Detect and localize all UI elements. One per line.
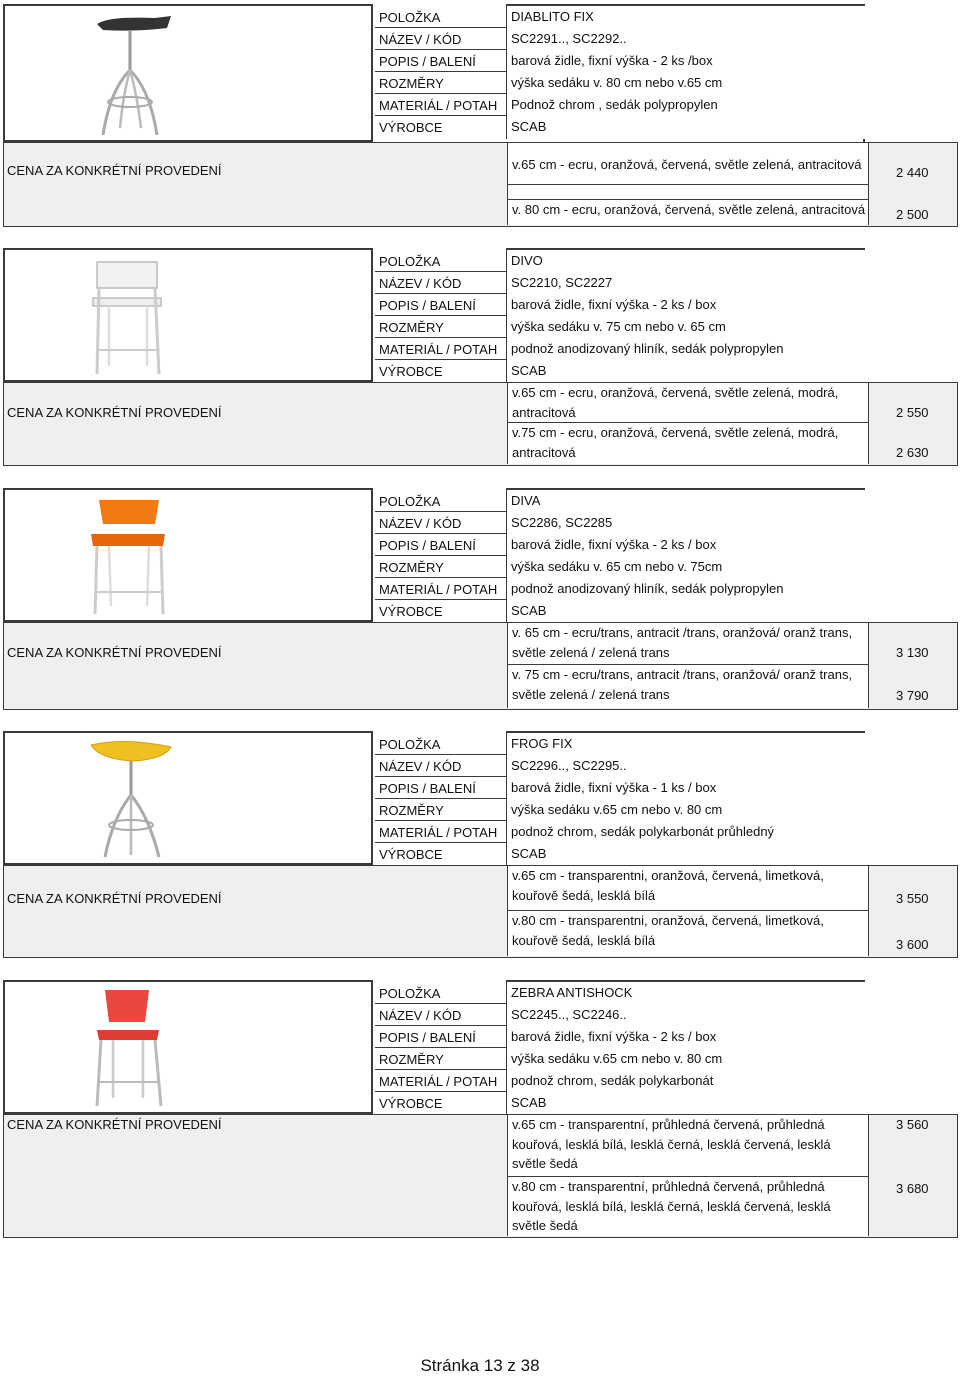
price-title: CENA ZA KONKRÉTNÍ PROVEDENÍ bbox=[7, 163, 222, 178]
spec-row-item: POLOŽKA DIVO bbox=[375, 250, 865, 272]
spec-row-item: POLOŽKA ZEBRA ANTISHOCK bbox=[375, 982, 865, 1004]
variant-price: 2 500 bbox=[896, 207, 929, 222]
variant-line: v.65 cm - transparentni, oranžová, červená, limetková, kouřově šedá, lesklá bílá bbox=[508, 866, 868, 911]
variant-line: v.65 cm - ecru, oranžová, červená, světle zelená, antracitová bbox=[508, 155, 868, 185]
product-image-frame bbox=[3, 731, 373, 865]
spec-row-dims: ROZMĚRY výška sedáku v.65 cm nebo v. 80 cm bbox=[375, 1048, 865, 1070]
spec-row-code: NÁZEV / KÓD SC2245.., SC2246.. bbox=[375, 1004, 865, 1026]
price-title: CENA ZA KONKRÉTNÍ PROVEDENÍ bbox=[7, 1117, 222, 1132]
spec-row-dims: ROZMĚRY výška sedáku v. 65 cm nebo v. 75cm bbox=[375, 556, 865, 578]
bar-stool-diablito-black-icon bbox=[75, 10, 185, 140]
spec-table bbox=[375, 248, 865, 382]
material-value: Podnož chrom , sedák polypropylen bbox=[506, 94, 865, 116]
variant-line: v.65 cm - ecru, oranžová, červená, světle zelená, modrá, antracitová bbox=[508, 383, 868, 423]
variant-price: 3 130 bbox=[896, 645, 929, 660]
price-band bbox=[3, 1114, 958, 1238]
code-value: SC2291.., SC2292.. bbox=[506, 28, 865, 50]
item-value: DIABLITO FIX bbox=[506, 6, 865, 28]
spec-table bbox=[375, 488, 865, 622]
variant-line: v. 80 cm - ecru, oranžová, červená, světle zelená, antracitová bbox=[508, 199, 868, 225]
spec-table bbox=[375, 4, 865, 142]
spec-row-dims: ROZMĚRY výška sedáku v.65 cm nebo v. 80 cm bbox=[375, 799, 865, 821]
spec-row-maker: VÝROBCE SCAB bbox=[375, 843, 865, 865]
spec-row-item: POLOŽKA FROG FIX bbox=[375, 733, 865, 755]
spec-row-desc: POPIS / BALENÍ barová židle, fixní výška - 2 ks / box bbox=[375, 294, 865, 316]
spec-row-material: MATERIÁL / POTAH podnož anodizovaný hliník, sedák polypropylen bbox=[375, 578, 865, 600]
variant-price: 3 560 bbox=[896, 1117, 929, 1132]
spec-row-material: MATERIÁL / POTAH Podnož chrom , sedák polypropylen bbox=[375, 94, 865, 116]
price-band bbox=[3, 142, 958, 227]
spec-row-material: MATERIÁL / POTAH podnož anodizovaný hliník, sedák polypropylen bbox=[375, 338, 865, 360]
variant-price: 3 680 bbox=[896, 1181, 929, 1196]
spec-row-item: POLOŽKA DIVA bbox=[375, 490, 865, 512]
variant-list bbox=[507, 1115, 869, 1236]
variant-price: 3 600 bbox=[896, 937, 929, 952]
price-title: CENA ZA KONKRÉTNÍ PROVEDENÍ bbox=[7, 405, 222, 420]
spec-row-dims: ROZMĚRY výška sedáku v. 75 cm nebo v. 65 cm bbox=[375, 316, 865, 338]
variant-line: v.65 cm - transparentní, průhledná červená, průhledná kouřová, lesklá bílá, lesklá černá, lesklá červená, lesklá světle šedá bbox=[508, 1115, 868, 1177]
maker-value: SCAB bbox=[506, 116, 865, 139]
price-band bbox=[3, 865, 958, 958]
variant-line: v.80 cm - transparentní, průhledná červená, průhledná kouřová, lesklá bílá, lesklá černá, lesklá červená, lesklá světle šedá bbox=[508, 1177, 868, 1236]
price-title: CENA ZA KONKRÉTNÍ PROVEDENÍ bbox=[7, 645, 222, 660]
spec-row-maker: VÝROBCE SCAB bbox=[375, 360, 865, 382]
spec-row-desc: POPIS / BALENÍ barová židle, fixní výška - 2 ks / box bbox=[375, 1026, 865, 1048]
bar-stool-frog-yellow-icon bbox=[75, 737, 185, 862]
spec-row-dims: ROZMĚRY výška sedáku v. 80 cm nebo v.65 cm bbox=[375, 72, 865, 94]
product-image-frame bbox=[3, 248, 373, 382]
spec-row-maker: VÝROBCE SCAB bbox=[375, 600, 865, 622]
spec-row-desc: POPIS / BALENÍ barová židle, fixní výška - 1 ks / box bbox=[375, 777, 865, 799]
variant-price: 3 550 bbox=[896, 891, 929, 906]
bar-stool-divo-white-icon bbox=[75, 254, 185, 379]
variant-list bbox=[507, 866, 869, 956]
variant-price: 2 550 bbox=[896, 405, 929, 420]
spec-row-code: NÁZEV / KÓD SC2296.., SC2295.. bbox=[375, 755, 865, 777]
variant-price: 2 630 bbox=[896, 445, 929, 460]
variant-price: 2 440 bbox=[896, 165, 929, 180]
variant-line: v.75 cm - ecru, oranžová, červená, světle zelená, modrá, antracitová bbox=[508, 423, 868, 464]
page-number: Stránka 13 z 38 bbox=[420, 1356, 540, 1375]
variant-price: 3 790 bbox=[896, 688, 929, 703]
spec-row-desc: POPIS / BALENÍ barová židle, fixní výška - 2 ks / box bbox=[375, 534, 865, 556]
desc-value: barová židle, fixní výška - 2 ks /box bbox=[506, 50, 865, 72]
variant-line: v.80 cm - transparentni, oranžová, červená, limetková, kouřově šedá, lesklá bílá bbox=[508, 911, 868, 956]
variant-line: v. 65 cm - ecru/trans, antracit /trans, oranžová/ oranž trans, světle zelená / zelená trans bbox=[508, 623, 868, 665]
spec-row-maker: VÝROBCE SCAB bbox=[375, 1092, 865, 1114]
product-image-frame bbox=[3, 488, 373, 622]
spec-table bbox=[375, 731, 865, 865]
bar-stool-zebra-red-icon bbox=[75, 986, 185, 1111]
spec-row-code: NÁZEV / KÓD SC2286, SC2285 bbox=[375, 512, 865, 534]
spec-row-desc: POPIS / BALENÍ barová židle, fixní výška - 2 ks /box bbox=[375, 50, 865, 72]
spec-row-code: NÁZEV / KÓD SC2291.., SC2292.. bbox=[375, 28, 865, 50]
bar-stool-diva-orange-icon bbox=[75, 494, 185, 619]
spec-table bbox=[375, 980, 865, 1114]
dims-value: výška sedáku v. 80 cm nebo v.65 cm bbox=[506, 72, 865, 94]
spec-row-code: NÁZEV / KÓD SC2210, SC2227 bbox=[375, 272, 865, 294]
product-image-frame bbox=[3, 4, 373, 142]
spec-row-item: POLOŽKA DIABLITO FIX bbox=[375, 6, 865, 28]
spec-row-material: MATERIÁL / POTAH podnož chrom, sedák polykarbonát průhledný bbox=[375, 821, 865, 843]
price-band bbox=[3, 382, 958, 466]
variant-line: v. 75 cm - ecru/trans, antracit /trans, oranžová/ oranž trans, světle zelená / zelená trans bbox=[508, 665, 868, 708]
price-band bbox=[3, 622, 958, 710]
variant-list bbox=[507, 383, 869, 464]
variant-list bbox=[507, 623, 869, 708]
spec-row-maker: VÝROBCE SCAB bbox=[375, 116, 865, 138]
product-image-frame bbox=[3, 980, 373, 1114]
spec-row-material: MATERIÁL / POTAH podnož chrom, sedák polykarbonát bbox=[375, 1070, 865, 1092]
variant-list bbox=[507, 143, 869, 225]
price-title: CENA ZA KONKRÉTNÍ PROVEDENÍ bbox=[7, 891, 222, 906]
